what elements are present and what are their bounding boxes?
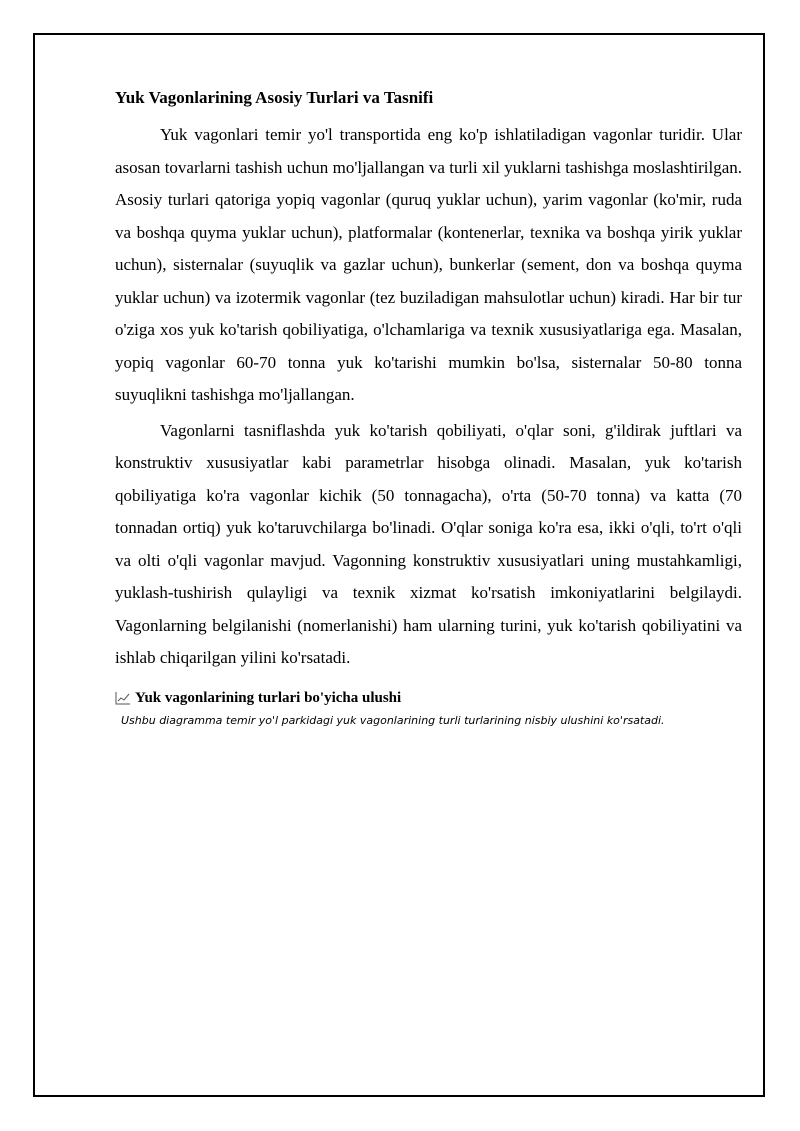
paragraph-vagon-types: Yuk vagonlari temir yo'l transportida eng ko'p ishlatiladigan vagonlar turidir. Ular asosan tovarlarni tashish uchun mo'ljallangan va turli xil yuklarni tashishga moslashtirilgan. Asosiy turlari qatoriga yopiq vagonlar (quruq yuklar uchun), yarim vagonlar (ko'mir, ruda va boshqa quyma yuklar uchun), platformalar (kontenerlar, texnika va boshqa yirik yuklar uchun), sisternalar (suyuqlik va gazlar uchun), bunkerlar (sement, don va boshqa quyma yuklar uchun) va izotermik vagonlar (tez buziladigan mahsulotlar uchun) kiradi. Har bir tur o'ziga xos yuk ko'tarish qobiliyatiga, o'lchamlariga va texnik xususiyatlariga ega. Masalan, yopiq vagonlar 60-70 tonna yuk ko'tarishi mumkin bo'lsa, sisternalar 50-80 tonna suyuqlikni tashishga mo'ljallangan. (115, 125, 742, 404)
paragraph-vagon-classification: Vagonlarni tasniflashda yuk ko'tarish qobiliyati, o'qlar soni, g'ildirak juftlari va konstruktiv xususiyatlar kabi parametrlar hisobga olinadi. Masalan, yuk ko'tarish qobiliyatiga ko'ra vagonlar kichik (50 tonnagacha), o'rta (50-70 tonna) va katta (70 tonnadan ortiq) yuk ko'taruvchilarga bo'linadi. O'qlar soniga ko'ra esa, ikki o'qli, to'rt o'qli va olti o'qli vagonlar mavjud. Vagonning konstruktiv xususiyatlari uning mustahkamligi, yuklash-tushirish qulayligi va texnik xizmat ko'rsatish imkoniyatlarini belgilaydi. Vagonlarning belgilanishi (nomerlanishi) ham ularning turini, yuk ko'tarish qobiliyatini va ishlab chiqarilgan yilini ko'rsatadi. (115, 420, 742, 667)
chart-caption: Ushbu diagramma temir yo'l parkidagi yuk vagonlarining turli turlarining nisbiy ulushini ko'rsatadi. (121, 713, 665, 727)
section-heading: Yuk Vagonlarining Asosiy Turlari va Tasnifi (115, 88, 434, 107)
line-chart-icon (115, 691, 131, 705)
chart-title: Yuk vagonlarining turlari bo'yicha ulushi (135, 689, 402, 706)
chart-title-row (115, 687, 742, 709)
document-body (115, 86, 742, 729)
chart-placeholder (115, 687, 742, 729)
